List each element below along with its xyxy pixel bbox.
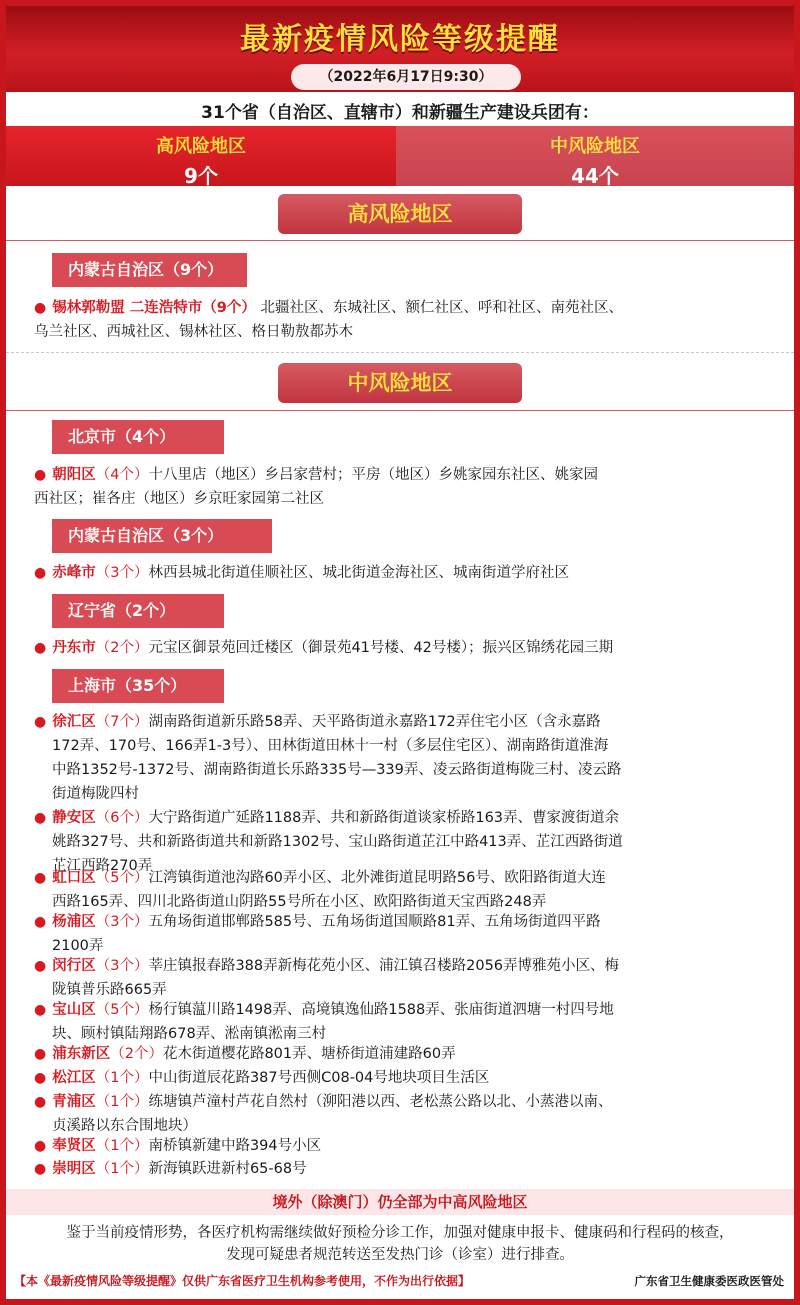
- bullet-icon: ●: [34, 1094, 47, 1110]
- list-item: [34, 910, 776, 958]
- bullet-icon: ●: [34, 640, 47, 656]
- mid-risk-count-box: [396, 126, 794, 186]
- bullet-icon: ●: [34, 467, 47, 483]
- list-item: [34, 1066, 776, 1090]
- list-item: [34, 561, 776, 585]
- divider: [6, 410, 794, 411]
- area-detail: 中山街道辰花路387号西侧C08-04号地块项目生活区: [148, 1070, 490, 1086]
- area-name: 崇明区: [52, 1161, 96, 1177]
- province-tag-beijing: 北京市（4个）: [52, 420, 224, 454]
- area-detail: 湖南路街道新乐路58弄、天平路街道永嘉路172弄住宅小区（含永嘉路: [148, 714, 601, 730]
- area-detail: 陇镇普乐路665弄: [52, 982, 167, 998]
- area-name: 青浦区: [52, 1094, 96, 1110]
- mid-risk-count-value: 44个: [571, 164, 619, 188]
- area-count: （2个）: [110, 1046, 163, 1062]
- area-detail: 大宁路街道广延路1188弄、共和新路街道谈家桥路163弄、曹家渡街道余: [148, 810, 620, 826]
- high-risk-count-value: 9个: [184, 164, 218, 188]
- area-name: 浦东新区: [52, 1046, 111, 1062]
- area-detail: 北疆社区、东城社区、额仁社区、呼和社区、南苑社区、: [260, 300, 623, 316]
- mid-risk-count-label: 中风险地区: [550, 136, 640, 157]
- area-name: 闵行区: [52, 958, 96, 974]
- area-detail: 练塘镇芦潼村芦花自然村（泖阳港以西、老松蒸公路以北、小蒸港以南、: [148, 1094, 613, 1110]
- area-detail: 乌兰社区、西城社区、锡林社区、格日勒敖都苏木: [34, 324, 353, 340]
- area-name: 锡林郭勒盟 二连浩特市（9个）: [52, 300, 256, 316]
- area-name: 虹口区: [52, 870, 96, 886]
- area-name: 朝阳区: [52, 467, 96, 483]
- area-count: （5个）: [95, 870, 149, 886]
- area-name: 宝山区: [52, 1002, 96, 1018]
- area-detail: 新海镇跃进新村65-68号: [148, 1161, 307, 1177]
- divider: [6, 352, 794, 353]
- area-name: 丹东市: [52, 640, 96, 656]
- area-name: 赤峰市: [52, 565, 96, 581]
- area-name: 奉贤区: [52, 1138, 96, 1154]
- bullet-icon: ●: [34, 914, 47, 930]
- area-detail: 南桥镇新建中路394号小区: [148, 1138, 322, 1154]
- bullet-icon: ●: [34, 714, 47, 730]
- area-name: 徐汇区: [52, 714, 96, 730]
- area-count: （6个）: [95, 810, 149, 826]
- area-count: （3个）: [95, 958, 149, 974]
- area-detail: 姚路327号、共和新路街道共和新路1302号、宝山路街道芷江中路413弄、芷江西路街道: [52, 834, 623, 850]
- area-detail: 花木街道樱花路801弄、塘桥街道浦建路60弄: [162, 1046, 456, 1062]
- area-detail: 街道梅陇四村: [52, 786, 139, 802]
- province-tag-shanghai: 上海市（35个）: [52, 669, 224, 703]
- list-item: [34, 636, 776, 660]
- list-item: [34, 1042, 776, 1066]
- area-name: 静安区: [52, 810, 96, 826]
- notice-line: 鉴于当前疫情形势，各医疗机构需继续做好预检分诊工作，加强对健康申报卡、健康码和行程码的核查，: [66, 1225, 734, 1241]
- area-name: 杨浦区: [52, 914, 96, 930]
- disclaimer-text: 【本《最新疫情风险等级提醒》仅供广东省医疗卫生机构参考使用，不作为出行依据】: [14, 1274, 471, 1288]
- area-detail: 172弄、170号、166弄1-3号）、田林街道田林十一村（多层住宅区）、湖南路街道淮海: [52, 738, 609, 754]
- list-item: [34, 866, 776, 914]
- area-count: （5个）: [95, 1002, 149, 1018]
- title-banner: [6, 6, 794, 92]
- bullet-icon: ●: [34, 565, 47, 581]
- province-tag-inner-mongolia-high: 内蒙古自治区（9个）: [52, 253, 247, 287]
- bullet-icon: ●: [34, 1138, 47, 1154]
- summary-line: 31个省（自治区、直辖市）和新疆生产建设兵团有：: [201, 103, 599, 123]
- area-detail: 贞溪路以东合围地块）: [52, 1118, 197, 1134]
- list-item: [34, 296, 776, 344]
- bullet-icon: ●: [34, 1161, 47, 1177]
- area-detail: 林西县城北街道佳顺社区、城北街道金海社区、城南街道学府社区: [148, 565, 569, 581]
- area-detail: 十八里店（地区）乡吕家营村；平房（地区）乡姚家园东社区、姚家园: [148, 467, 598, 483]
- province-tag-liaoning: 辽宁省（2个）: [52, 594, 224, 628]
- mid-risk-section-header: 中风险地区: [278, 363, 522, 403]
- area-detail: 杨行镇蕰川路1498弄、高境镇逸仙路1588弄、张庙街道泗塘一村四号地: [148, 1002, 614, 1018]
- area-detail: 元宝区御景苑回迁楼区（御景苑41号楼、42号楼）；振兴区锦绣花园三期: [148, 640, 614, 656]
- list-item: [34, 710, 776, 806]
- area-detail: 江湾镇街道池沟路60弄小区、北外滩街道昆明路56号、欧阳路街道大连: [148, 870, 606, 886]
- area-detail: 西路165弄、四川北路街道山阴路55号所在小区、欧阳路街道天宝西路248弄: [52, 894, 547, 910]
- bullet-icon: ●: [34, 1046, 47, 1062]
- area-count: （1个）: [95, 1094, 149, 1110]
- high-risk-section-header: 高风险地区: [278, 194, 522, 234]
- province-tag-inner-mongolia-mid: 内蒙古自治区（3个）: [52, 519, 272, 553]
- list-item: [34, 954, 776, 1002]
- area-detail: 西社区；崔各庄（地区）乡京旺家园第二社区: [34, 491, 324, 507]
- area-count: （3个）: [95, 565, 149, 581]
- bullet-icon: ●: [34, 1002, 47, 1018]
- date-badge: （2022年6月17日9:30）: [291, 64, 521, 90]
- notice-text: [20, 1222, 780, 1266]
- bullet-icon: ●: [34, 870, 47, 886]
- issuing-organization: 广东省卫生健康委医政医管处: [634, 1274, 784, 1288]
- high-risk-count-label: 高风险地区: [156, 136, 246, 157]
- page-title: 最新疫情风险等级提醒: [240, 22, 560, 57]
- area-count: （4个）: [95, 467, 149, 483]
- overseas-notice-bar: 境外（除澳门）仍全部为中高风险地区: [6, 1189, 794, 1215]
- area-detail: 莘庄镇报春路388弄新梅花苑小区、浦江镇召楼路2056弄博雅苑小区、梅: [148, 958, 620, 974]
- list-item: [34, 1090, 776, 1138]
- list-item: [34, 1134, 776, 1158]
- area-detail: 中路1352号-1372号、湖南路街道长乐路335号—339弄、凌云路街道梅陇三村、凌云路: [52, 762, 622, 778]
- bullet-icon: ●: [34, 1070, 47, 1086]
- area-count: （2个）: [95, 640, 149, 656]
- list-item: [34, 998, 776, 1046]
- area-count: （3个）: [95, 914, 149, 930]
- list-item: [34, 1157, 776, 1181]
- divider: [6, 240, 794, 241]
- area-count: （1个）: [95, 1161, 149, 1177]
- area-detail: 2100弄: [52, 938, 104, 954]
- notice-line: 发现可疑患者规范转送至发热门诊（诊室）进行排查。: [226, 1247, 574, 1263]
- area-count: （1个）: [95, 1070, 149, 1086]
- area-name: 松江区: [52, 1070, 96, 1086]
- area-detail: 五角场街道邯郸路585号、五角场街道国顺路81弄、五角场街道四平路: [148, 914, 601, 930]
- list-item: [34, 463, 776, 511]
- area-count: （7个）: [95, 714, 149, 730]
- area-count: （1个）: [95, 1138, 149, 1154]
- bullet-icon: ●: [34, 958, 47, 974]
- bullet-icon: ●: [34, 810, 47, 826]
- area-detail: 块、顾村镇陆翔路678弄、淞南镇淞南三村: [52, 1026, 327, 1042]
- high-risk-count-box: [6, 126, 396, 186]
- area-detail: 芷江西路270弄: [52, 858, 153, 874]
- bullet-icon: ●: [34, 300, 47, 316]
